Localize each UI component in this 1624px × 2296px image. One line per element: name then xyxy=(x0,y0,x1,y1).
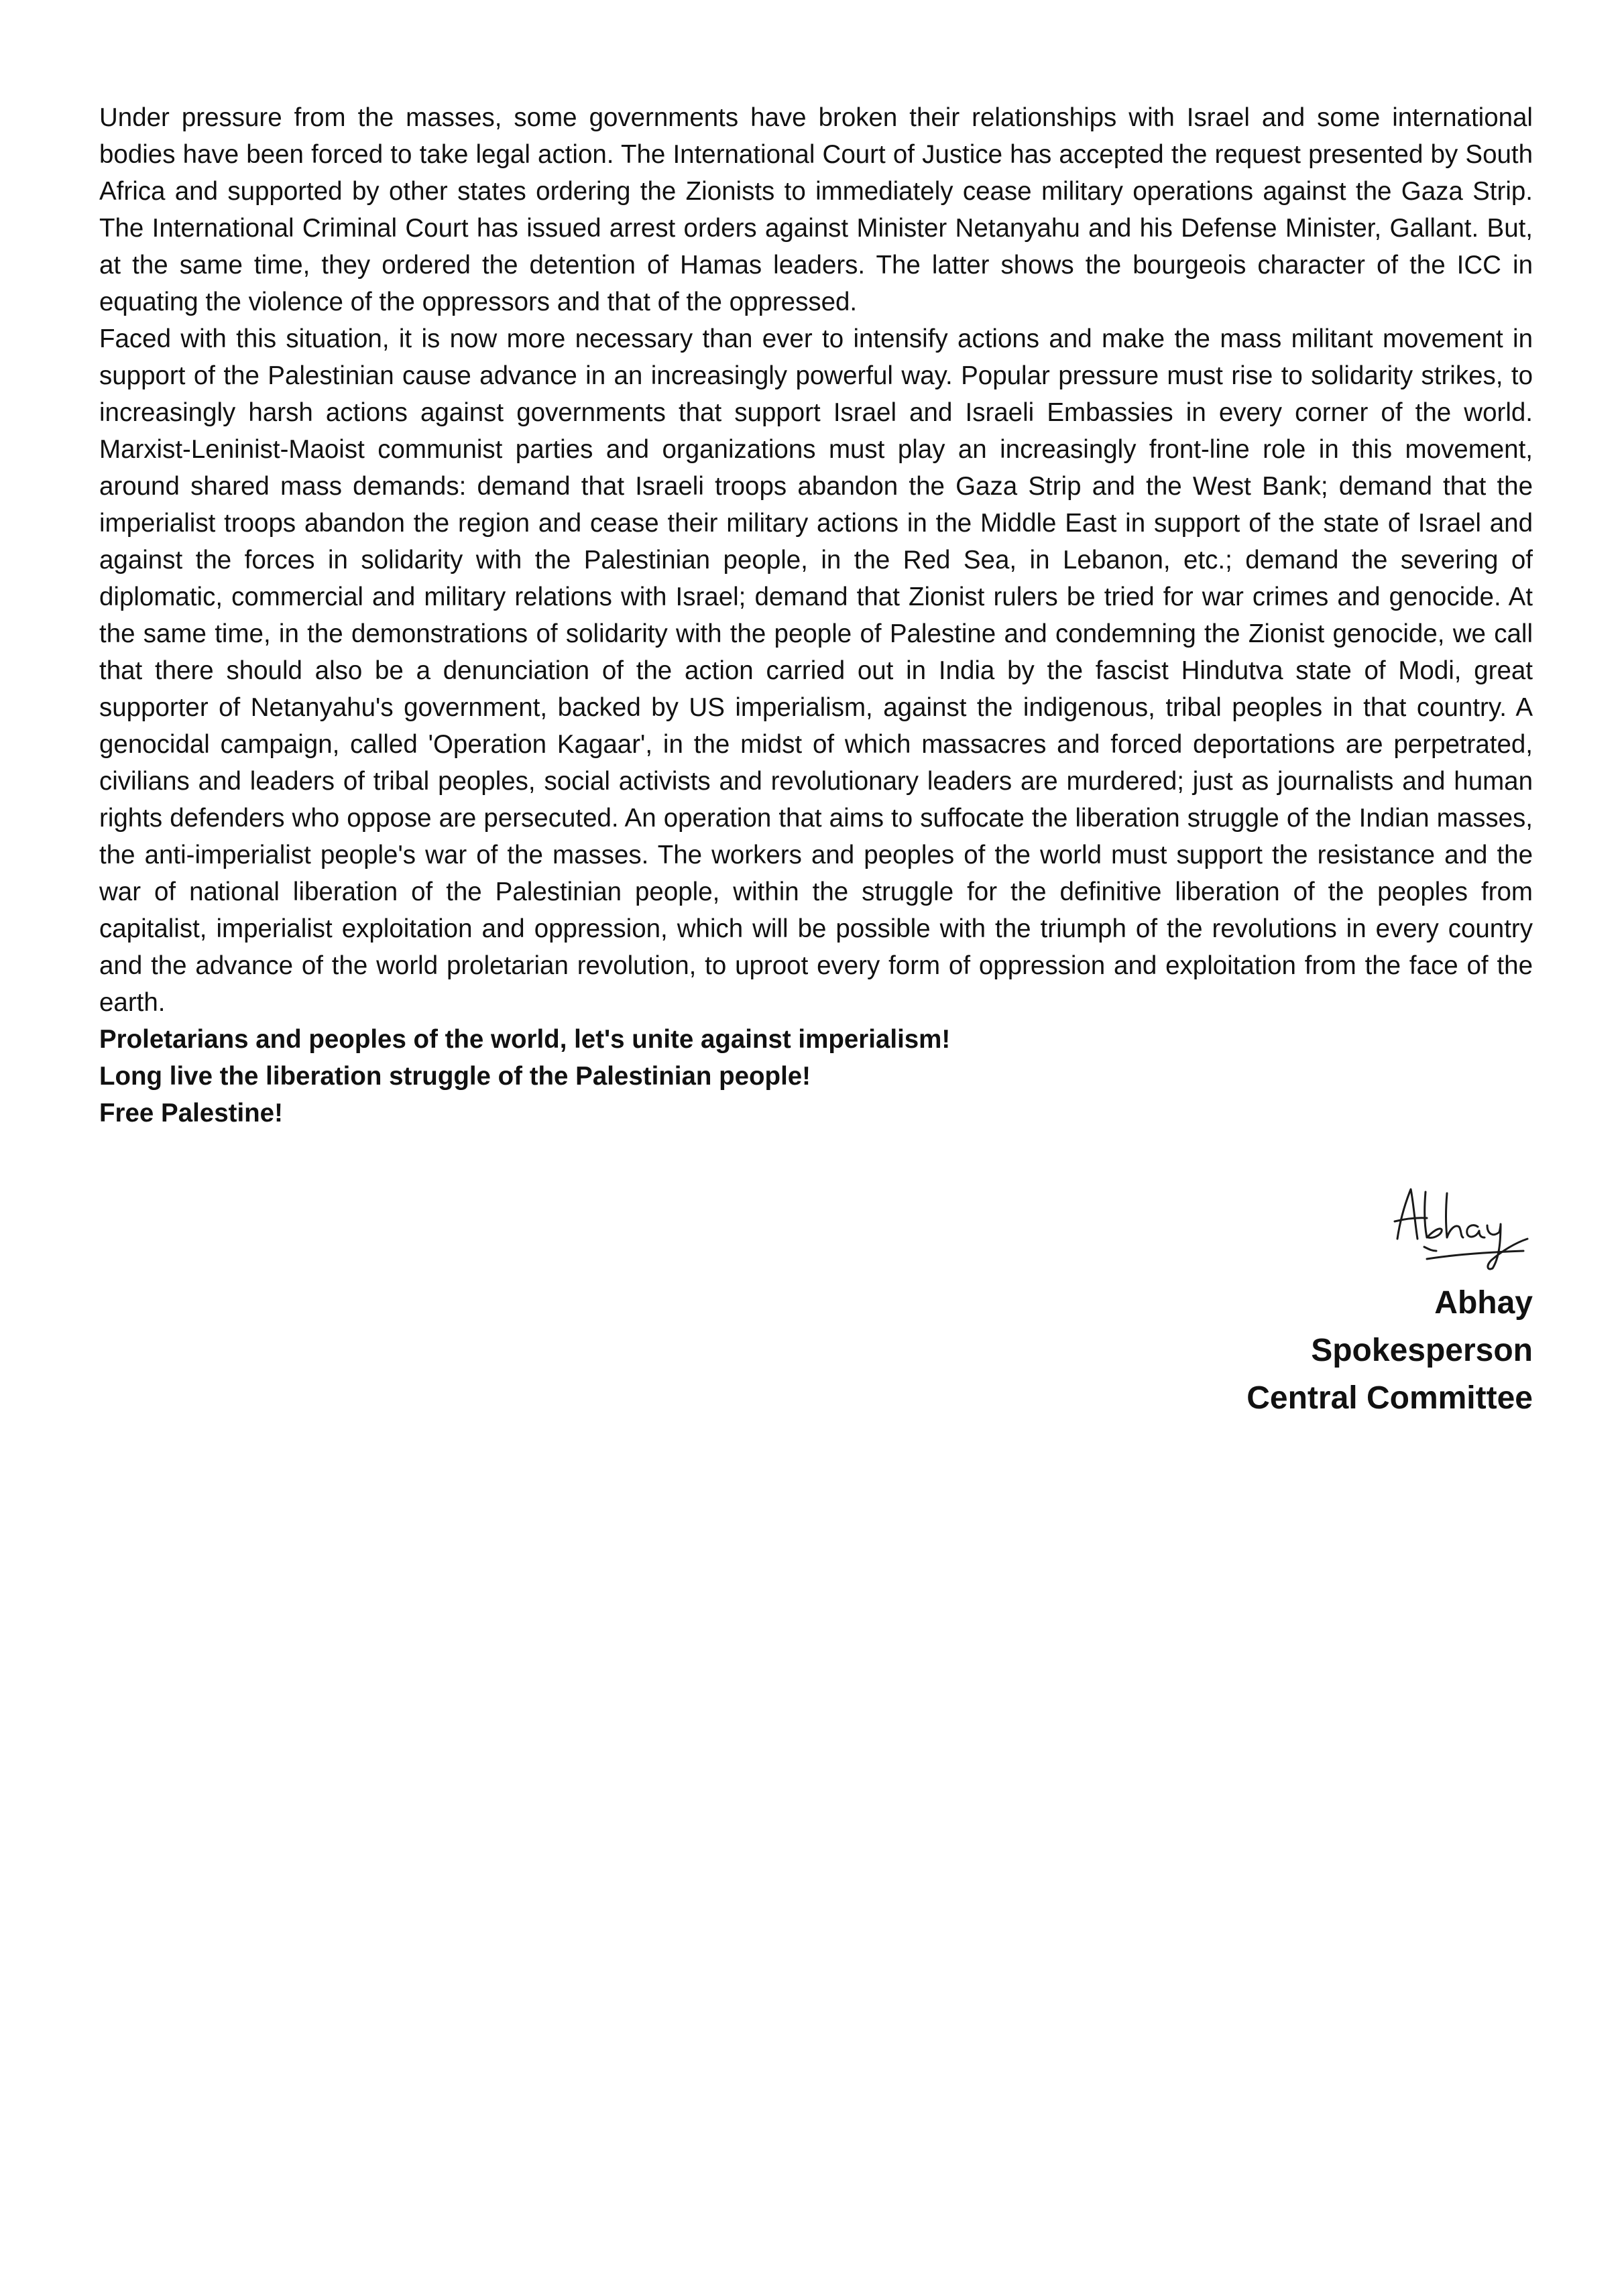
paragraph-legal-action: Under pressure from the masses, some governments have broken their relationships with Israel and some international bodies have been forced to take legal action. The International Court of Justice has accepted the request presented by South Africa and supported by other states ordering the Zionists to immediately cease military operations against the Gaza Strip. The International Criminal Court has issued arrest orders against Minister Netanyahu and his Defense Minister, Gallant. But, at the same time, they ordered the detention of Hamas leaders. The latter shows the bourgeois character of the ICC in equating the violence of the oppressors and that of the oppressed. xyxy=(99,103,1533,316)
slogan-unite: Proletarians and peoples of the world, let's unite against imperialism! xyxy=(99,1025,951,1054)
signature-block xyxy=(996,1180,1533,1422)
slogan-free-palestine: Free Palestine! xyxy=(99,1099,283,1128)
signatory-organization: Central Committee xyxy=(1246,1380,1533,1416)
signatory-name: Abhay xyxy=(1434,1285,1533,1321)
signatory-title: Spokesperson xyxy=(1311,1333,1533,1368)
document-body xyxy=(99,99,1533,1132)
paragraph-call-to-action: Faced with this situation, it is now more necessary than ever to intensify actions and make the mass militant movement in support of the Palestinian cause advance in an increasingly powerful way. Popular pressure must rise to solidarity strikes, to increasingly harsh actions against governments that support Israel and Israeli Embassies in every corner of the world. Marxist-Leninist-Maoist communist parties and organizations must play an increasingly front-line role in this movement, around shared mass demands: demand that Israeli troops abandon the Gaza Strip and the West Bank; demand that the imperialist troops abandon the region and cease their military actions in the Middle East in support of the state of Israel and against the forces in solidarity with the Palestinian people, in the Red Sea, in Lebanon, etc.; demand the severing of diplomatic, commercial and military relations with Israel; demand that Zionist rulers be tried for war crimes and genocide. At the same time, in the demonstrations of solidarity with the people of Palestine and condemning the Zionist genocide, we call that there should also be a denunciation of the action carried out in India by the fascist Hindutva state of Modi, great supporter of Netanyahu's government, backed by US imperialism, against the indigenous, tribal peoples in that country. A genocidal campaign, called 'Operation Kagaar', in the midst of which massacres and forced deportations are perpetrated, civilians and leaders of tribal peoples, social activists and revolutionary leaders are murdered; just as journalists and human rights defenders who oppose are persecuted. An operation that aims to suffocate the liberation struggle of the Indian masses, the anti-imperialist people's war of the masses. The workers and peoples of the world must support the resistance and the war of national liberation of the Palestinian people, within the struggle for the definitive liberation of the peoples from capitalist, imperialist exploitation and oppression, which will be possible with the triumph of the revolutions in every country and the advance of the world proletarian revolution, to uproot every form of oppression and exploitation from the face of the earth. xyxy=(99,324,1533,1017)
handwritten-signature-image xyxy=(1385,1180,1533,1279)
slogan-liberation: Long live the liberation struggle of the Palestinian people! xyxy=(99,1062,811,1091)
